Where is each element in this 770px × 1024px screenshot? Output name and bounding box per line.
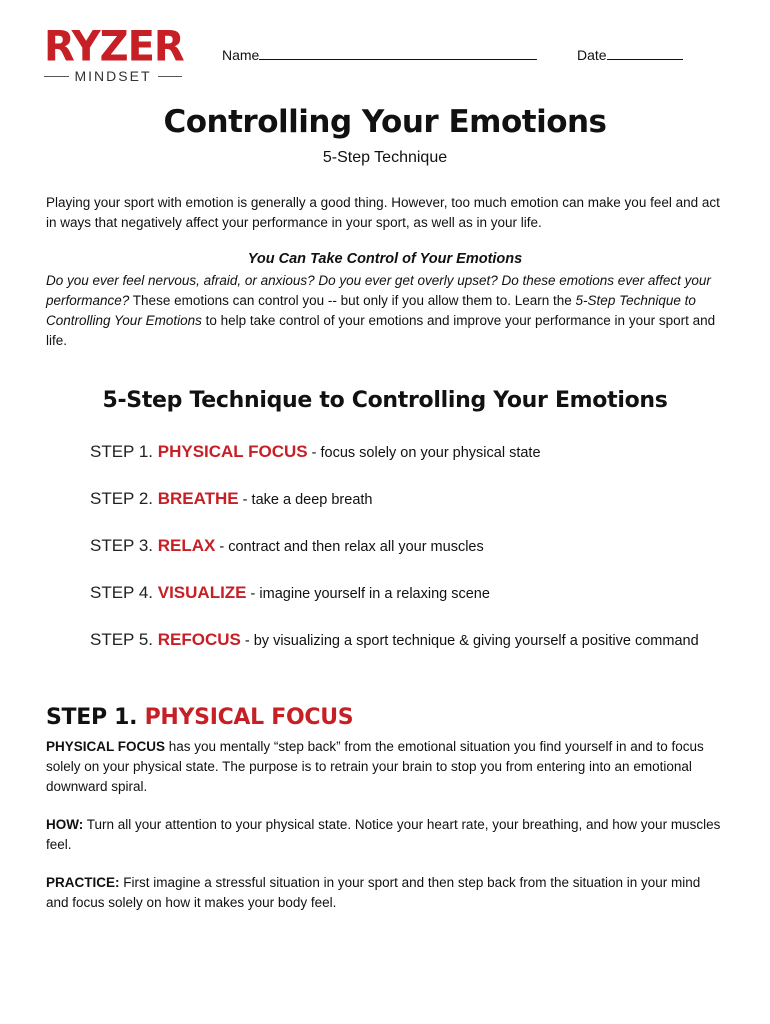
page-title: Controlling Your Emotions <box>163 104 607 140</box>
logo-tagline: MINDSET <box>74 68 152 84</box>
step1-keyword: PHYSICAL FOCUS <box>144 705 354 730</box>
intro-paragraph: Playing your sport with emotion is generally a good thing. However, too much emotion can make you feel and act in ways that negatively affect your performance in your sport, as well as in your life. <box>46 195 720 230</box>
control-text-1: These emotions can control you -- but only if you allow them to. Learn the <box>129 293 576 308</box>
how-label: HOW: <box>46 817 84 832</box>
date-field <box>577 47 683 63</box>
step1-section-heading <box>46 705 353 730</box>
step-number: STEP 4. <box>90 583 153 602</box>
control-heading: You Can Take Control of Your Emotions <box>247 251 523 267</box>
practice-paragraph <box>46 873 726 913</box>
step-description: - take a deep breath <box>238 492 373 508</box>
step-item-2 <box>90 487 760 534</box>
physical-focus-label: PHYSICAL FOCUS <box>46 739 166 754</box>
logo-brand: RYZER <box>44 22 184 72</box>
step-item-5 <box>90 628 760 675</box>
practice-text: First imagine a stressful situation in your sport and then step back from the situation in your mind and focus solely on how it makes your body feel. <box>46 875 701 910</box>
section-title: 5-Step Technique to Controlling Your Emotions <box>102 388 668 413</box>
step-keyword: PHYSICAL FOCUS <box>157 442 308 461</box>
step-keyword: VISUALIZE <box>157 583 247 602</box>
date-blank-line[interactable] <box>607 47 683 60</box>
control-questions: Do you ever feel nervous, afraid, or anxious? Do you ever get overly upset? Do these emotions ever affect your performance? <box>46 273 711 308</box>
step1-number: STEP 1. <box>46 705 138 730</box>
control-paragraph <box>46 271 726 351</box>
step-keyword: BREATHE <box>157 489 239 508</box>
step-number: STEP 5. <box>90 630 153 649</box>
practice-label: PRACTICE: <box>46 875 120 890</box>
how-text: Turn all your attention to your physical state. Notice your heart rate, your breathing, and how your muscles feel. <box>46 817 721 852</box>
name-blank-line[interactable] <box>259 47 537 60</box>
step-description: - by visualizing a sport technique & giving yourself a positive command <box>240 633 699 649</box>
physical-focus-paragraph <box>46 737 726 797</box>
step-keyword: REFOCUS <box>157 630 241 649</box>
steps-list <box>90 440 760 675</box>
date-label: Date <box>577 47 607 63</box>
name-field <box>222 47 537 63</box>
step-number: STEP 3. <box>90 536 153 555</box>
step-number: STEP 2. <box>90 489 153 508</box>
step-description: - focus solely on your physical state <box>307 445 541 461</box>
step-keyword: RELAX <box>157 536 216 555</box>
physical-focus-text: has you mentally “step back” from the emotional situation you find yourself in and to focus solely on your physical state. The purpose is to retrain your brain to stop you from entering into an emotional downward spiral. <box>46 739 704 794</box>
step-number: STEP 1. <box>90 442 153 461</box>
how-paragraph <box>46 815 726 855</box>
step-description: - contract and then relax all your muscles <box>215 539 484 555</box>
logo-dash-right <box>158 76 183 77</box>
name-label: Name <box>222 47 260 63</box>
step-description: - imagine yourself in a relaxing scene <box>246 586 490 602</box>
page-subtitle: 5-Step Technique <box>322 149 448 166</box>
ryzer-mindset-logo <box>44 22 184 84</box>
logo-dash-left <box>44 76 69 77</box>
step-item-4 <box>90 581 760 628</box>
technique-name: 5-Step Technique to Controlling Your Emotions <box>46 293 696 328</box>
control-text-2: to help take control of your emotions and improve your performance in your sport and life. <box>46 313 716 348</box>
step-item-3 <box>90 534 760 581</box>
step-item-1 <box>90 440 760 487</box>
